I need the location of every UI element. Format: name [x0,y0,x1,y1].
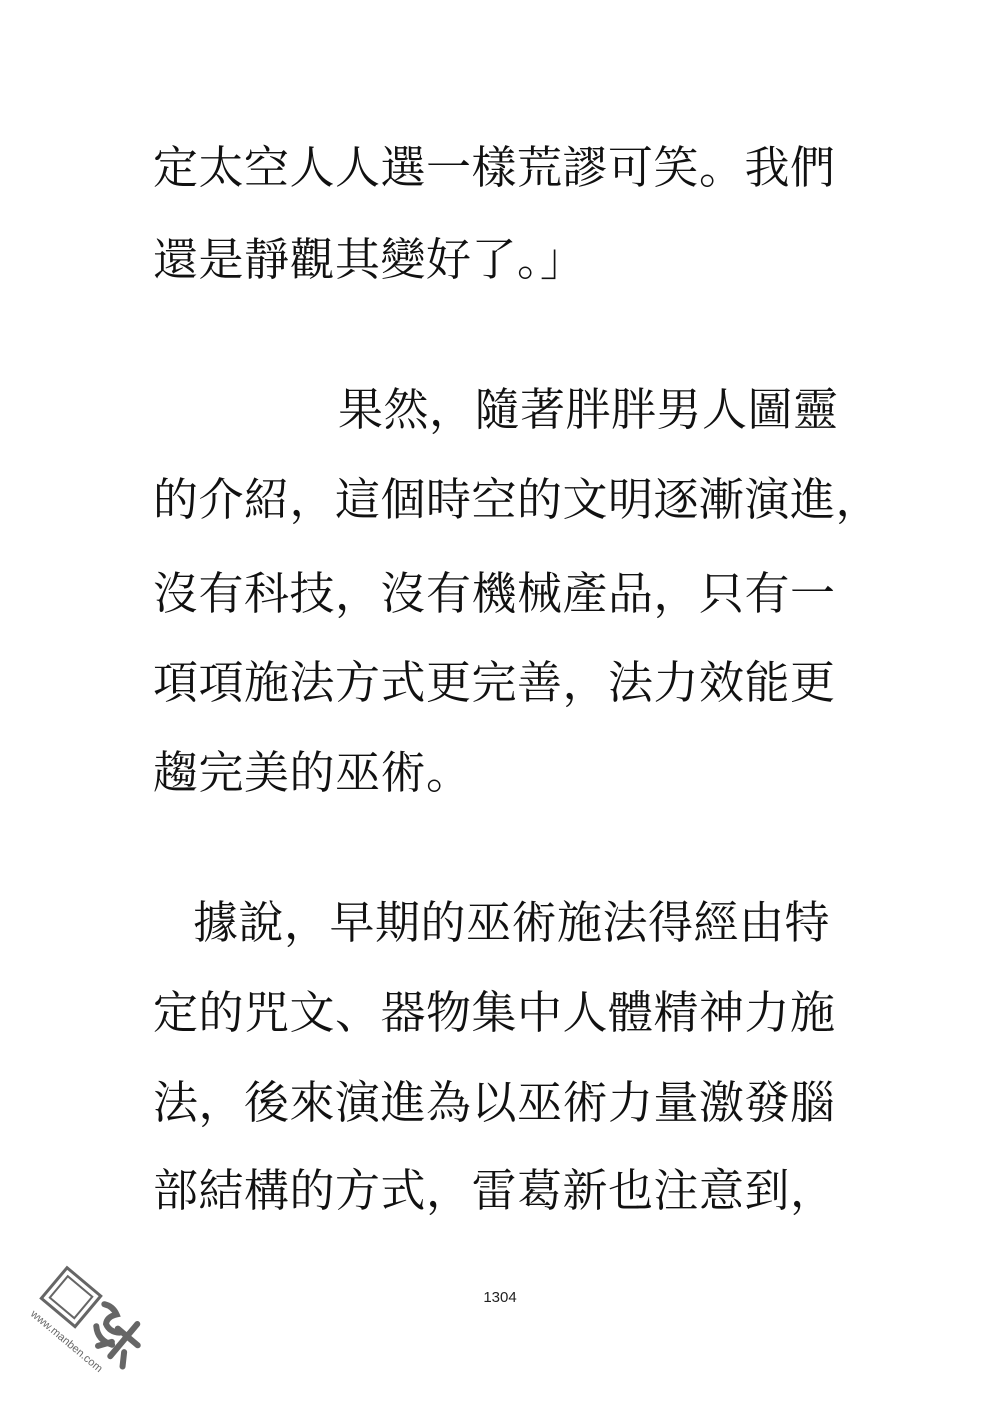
paragraph-start-line: 果然，隨著胖胖男人圖靈 [338,383,839,436]
text-line: 部結構的方式，雷葛新也注意到， [153,1164,836,1217]
text-line: 沒有科技，沒有機械產品，只有一 [153,567,836,620]
paragraph-start-line: 據說，早期的巫術施法得經由特 [193,896,831,949]
text-line: 法，後來演進為以巫術力量激發腦 [153,1076,836,1129]
page-number: 1304 [483,1289,517,1306]
text-line: 定太空人人選一樣荒謬可笑。我們 [153,141,836,194]
text-line: 的介紹，這個時空的文明逐漸演進， [153,473,882,526]
text-line: 還是靜觀其變好了。」 [153,233,586,286]
watermark-logo [10,1265,160,1405]
text-line: 定的咒文、器物集中人體精神力施 [153,986,836,1039]
text-line: 項項施法方式更完善，法力效能更 [153,656,836,709]
text-line: 趨完美的巫術。 [153,746,472,799]
watermark-url: www.manben.com [28,1308,105,1376]
